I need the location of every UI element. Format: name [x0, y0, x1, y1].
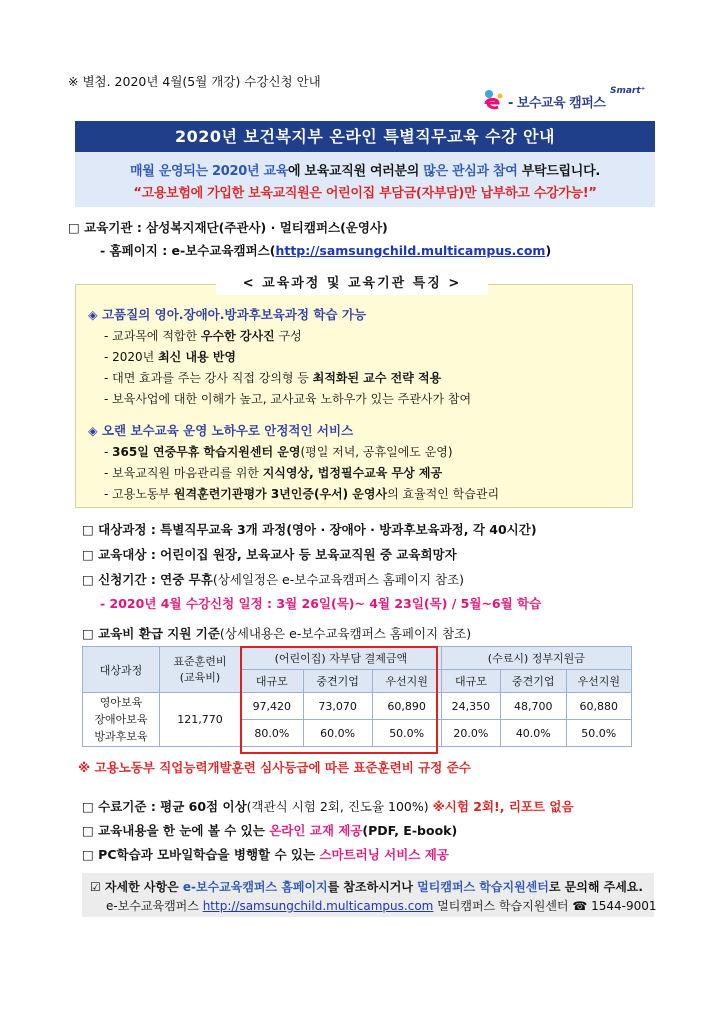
percent-cell: 40.0%: [501, 720, 566, 747]
homepage-link[interactable]: http://samsungchild.multicampus.com: [275, 243, 546, 258]
completion-line: □ 수료기준 : 평균 60점 이상(객관식 시험 2회, 진도율 100%) ※시험 2회!, 리포트 없음: [82, 799, 574, 814]
self-pay-highlight-frame: [240, 646, 438, 754]
col-fee-header: 표준훈련비 (교육비): [160, 647, 241, 693]
features-heading: < 교육과정 및 교육기관 특징 >: [216, 273, 488, 295]
percent-cell: 50.0%: [372, 720, 441, 747]
feature-item: - 보육교직원 마음관리를 위한 지식영상, 법정필수교육 무상 제공: [104, 466, 443, 480]
refund-line: □ 교육비 환급 지원 기준(상세내용은 e-보수교육캠퍼스 홈페이지 참조): [82, 626, 472, 641]
target-line: □ 교육대상 : 어린이집 원장, 보육교사 등 보육교직원 중 교육희망자: [82, 547, 457, 562]
logo-text: - 보수교육 캠퍼스: [508, 96, 606, 111]
course-name: 방과후보육: [94, 730, 148, 743]
notice-text: 에 보육교직원 여러분의: [288, 164, 424, 179]
period-line: □ 신청기간 : 연중 무휴(상세일정은 e-보수교육캠퍼스 홈페이지 참조): [82, 572, 465, 587]
feature-group-title: ◈ 고품질의 영아.장애아.방과후보육과정 학습 가능: [88, 307, 367, 322]
amount-cell: 48,700: [501, 693, 566, 720]
feature-item: - 2020년 최신 내용 반영: [104, 350, 237, 364]
sub-header: 대규모: [241, 670, 304, 693]
percent-cell: 50.0%: [566, 720, 631, 747]
percent-cell: 20.0%: [441, 720, 500, 747]
feature-item: - 고용노동부 원격훈련기관평가 3년인증(우서) 운영사의 효율적인 학습관리: [104, 487, 500, 501]
sub-header: 우선지원: [372, 670, 441, 693]
info-box: [82, 873, 657, 917]
amount-cell: 97,420: [241, 693, 304, 720]
feature-group-title: ◈ 오랜 보수교육 운영 노하우로 안정적인 서비스: [88, 423, 354, 438]
material-line: □ 교육내용을 한 눈에 볼 수 있는 온라인 교재 제공(PDF, E-book): [82, 823, 458, 838]
info-line-2: e-보수교육캠퍼스 http://samsungchild.multicampus.com 멀티캠퍼스 학습지원센터 ☎ 1544-9001: [106, 899, 657, 913]
feature-item: - 보육사업에 대한 이해가 높고, 교사교육 노하우가 있는 주관사가 참여: [104, 392, 472, 406]
info-url-link[interactable]: http://samsungchild.multicampus.com: [202, 899, 434, 913]
course-line: □ 대상과정 : 특별직무교육 3개 과정(영아 · 장애아 · 방과후보육과정, 각 40시간): [82, 522, 537, 537]
amount-cell: 73,070: [303, 693, 372, 720]
feature-item: - 365일 연중무휴 학습지원센터 운영(평일 저녁, 공휴일에도 운영): [104, 445, 453, 459]
e-logo-icon: [482, 88, 508, 114]
notice-text: 많은 관심과 참여: [423, 164, 518, 179]
page-title: 2020년 보건복지부 온라인 특별직무교육 수강 안내: [75, 121, 655, 152]
logo-smart: Smart⁺: [610, 86, 646, 96]
sub-header: 중견기업: [303, 670, 372, 693]
amount-cell: 60,880: [566, 693, 631, 720]
info-line-1: ☑ 자세한 사항은 e-보수교육캠퍼스 홈페이지를 참조하시거나 멀티캠퍼스 학습지원센터로 문의해 주세요.: [90, 880, 643, 894]
feature-item: - 교과목에 적합한 우수한 강사진 구성: [104, 329, 302, 343]
notice-text: 부탁드립니다.: [517, 164, 600, 179]
sub-header: 대규모: [441, 670, 500, 693]
notice-line-2: “고용보험에 가입한 보육교직원은 어린이집 부담금(자부담)만 납부하고 수강가능!”: [133, 186, 597, 201]
sub-header: 우선지원: [566, 670, 631, 693]
homepage-prefix: - 홈페이지 : e-보수교육캠퍼스(: [100, 243, 276, 258]
amount-cell: 24,350: [441, 693, 500, 720]
campus-logo: [478, 86, 654, 114]
notice-text: 매월 운영되는 2020년 교육: [130, 164, 289, 179]
institution-line: □ 교육기관 : 삼성복지재단(주관사) · 멀티캠퍼스(운영사): [68, 220, 388, 235]
percent-cell: 60.0%: [303, 720, 372, 747]
col-course-header: 대상과정: [83, 647, 160, 693]
homepage-line: [100, 241, 551, 259]
course-name: 장애아보육: [94, 713, 148, 726]
amount-cell: 60,890: [372, 693, 441, 720]
table-note: ※ 고용노동부 직업능력개발훈련 심사등급에 따른 표준훈련비 규정 준수: [78, 760, 471, 775]
homepage-suffix: ): [545, 243, 552, 258]
percent-cell: 80.0%: [241, 720, 304, 747]
schedule-line: - 2020년 4월 수강신청 일정 : 3월 26일(목)~ 4월 23일(목) / 5월~6월 학습: [100, 596, 542, 611]
sub-header: 중견기업: [501, 670, 566, 693]
course-name: 영아보육: [99, 696, 143, 709]
course-cell: [83, 693, 160, 747]
features-box: [75, 284, 633, 508]
self-pay-header: (어린이집) 자부담 결제금액: [241, 647, 442, 670]
gov-support-header: (수료시) 정부지원금: [441, 647, 631, 670]
fee-cell: 121,770: [160, 693, 241, 747]
notice-line-1: [75, 160, 655, 179]
notice-box: [75, 152, 655, 207]
feature-item: - 대면 효과를 주는 강사 직접 강의형 등 최적화된 교수 전략 적용: [104, 371, 442, 385]
mobile-line: □ PC학습과 모바일학습을 병행할 수 있는 스마트러닝 서비스 제공: [82, 847, 449, 862]
attachment-note: ※ 별첨. 2020년 4월(5월 개강) 수강신청 안내: [68, 74, 321, 89]
